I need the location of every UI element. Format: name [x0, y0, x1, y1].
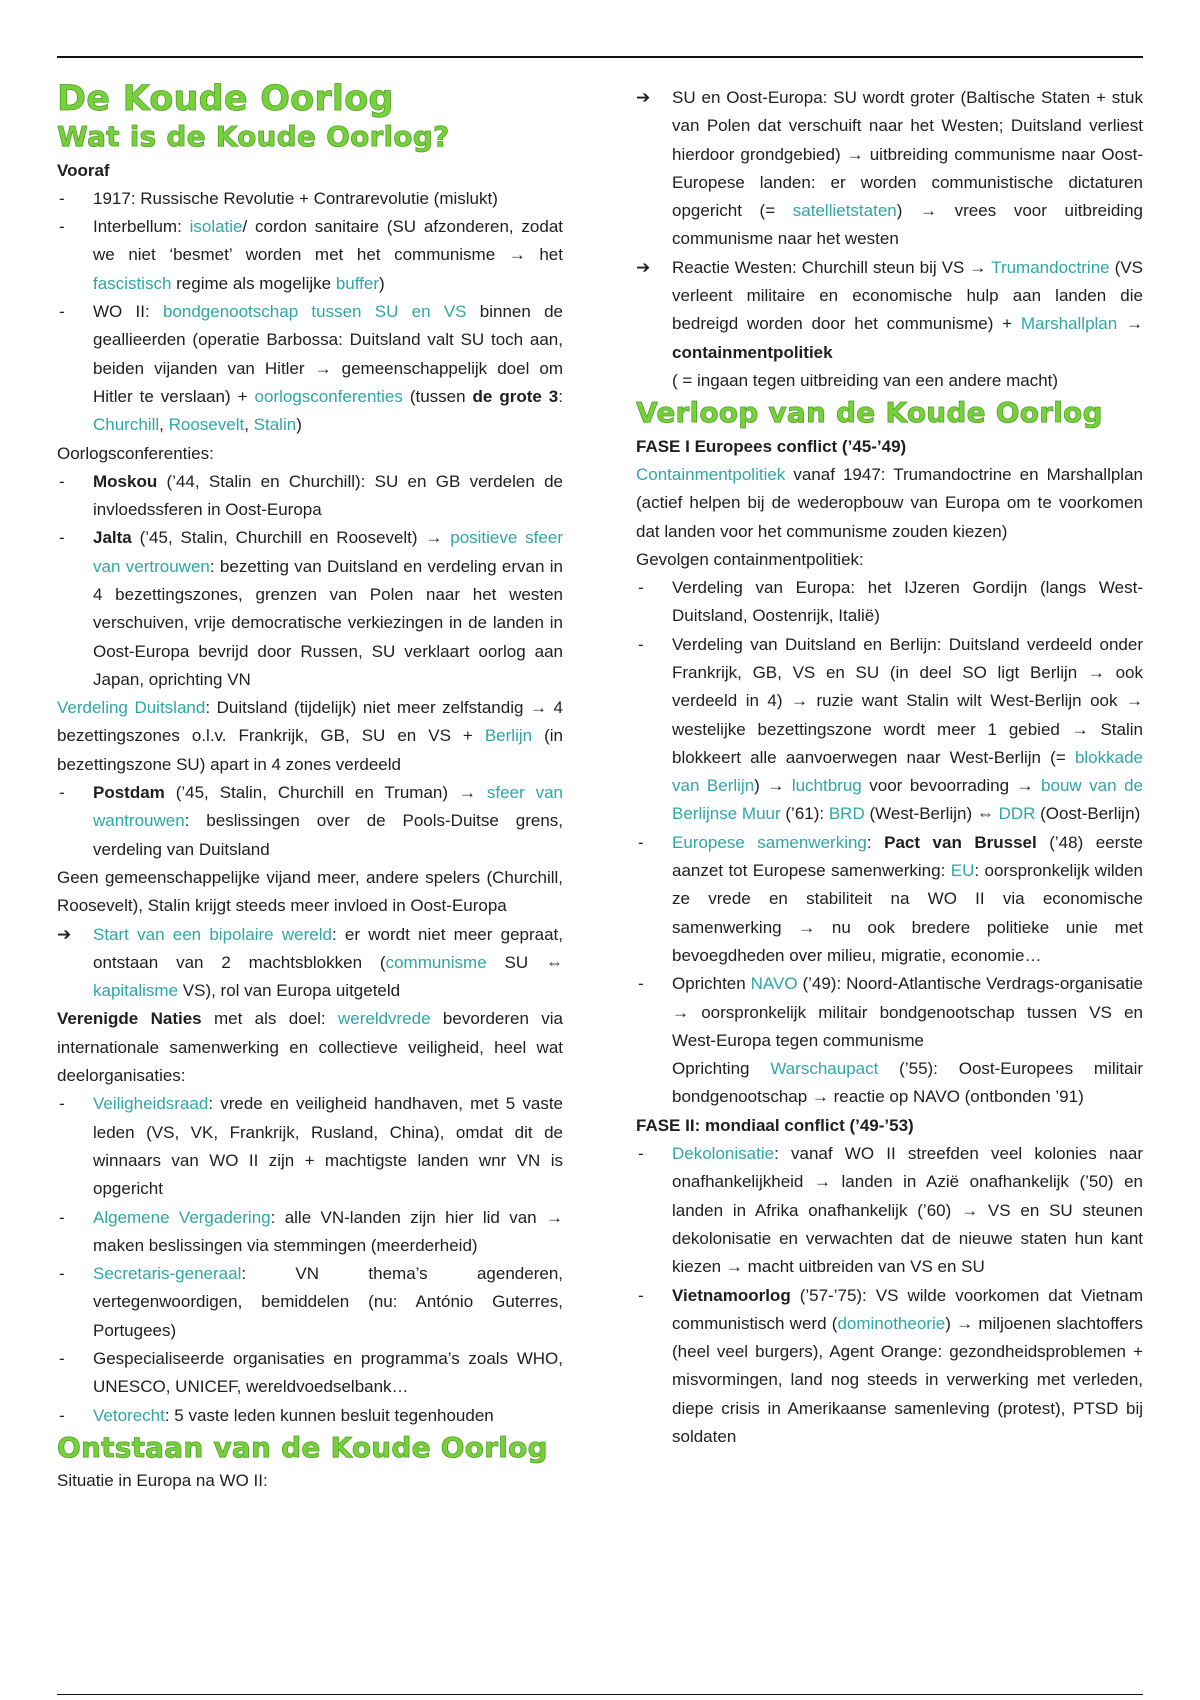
list-item: - Dekolonisatie: vanaf WO II streefden veel kolonies naar onafhankelijkheid → landen in Azië onafhankelijk (’50) en landen in Afrika onafhankelijk (’60) → VS en SU steunen dekolonisatie en verwachten dat de nieuwe staten hun kant kiezen → macht uitbreiden van VS en SU — [636, 1140, 1143, 1281]
heading-verloop: Verloop van de Koude Oorlog — [636, 396, 1103, 430]
top-rule — [57, 56, 1143, 58]
heading-ontstaan: Ontstaan van de Koude Oorlog — [57, 1430, 548, 1464]
situatie-list — [636, 84, 1143, 395]
gevolgen-label: Gevolgen containmentpolitiek: — [636, 549, 864, 569]
list-item: - Verdeling van Duitsland en Berlijn: Duitsland verdeeld onder Frankrijk, GB, VS en SU (in deel SO ligt Berlijn → ook verdeeld in 4) → ruzie want Stalin wilt West-Berlijn ook → westelijke bezettingszone wordt meer 1 gebied → Stalin blokkeert alle aanvoerwegen naar West-Berlijn (= blokkade van Berlijn) → luchtbrug voor bevoorrading → bouw van de Berlijnse Muur (’61): BRD (West-Berlijn) ⇔ DDR (Oost-Berlijn) — [636, 631, 1143, 829]
list-item: - Vetorecht: 5 vaste leden kunnen besluit tegenhouden — [57, 1402, 563, 1430]
list-item: ➔ SU en Oost-Europa: SU wordt groter (Baltische Staten + stuk van Polen dat verschuift naar het Westen; Duitsland verliest hierdoor grondgebied) → uitbreiding communisme naar Oost-Europese landen: er worden communistische dictaturen opgericht (= satellietstaten) → vrees voor uitbreiding communisme naar het westen — [636, 84, 1143, 254]
list-item: - Interbellum: isolatie/ cordon sanitaire (SU afzonderen, zodat we niet ‘besmet’ worden met het communisme → het fascistisch regime als mogelijke buffer) — [57, 213, 563, 298]
oorlogsconferenties-label: Oorlogsconferenties: — [57, 443, 214, 463]
containment-paragraph: Containmentpolitiek vanaf 1947: Trumandoctrine en Marshallplan (actief helpen bij de wederopbouw van Europa om te voorkomen dat landen voor het communisme zouden kiezen) — [636, 464, 1143, 541]
geen-paragraph: Geen gemeenschappelijke vijand meer, andere spelers (Churchill, Roosevelt), Stalin krijgt steeds meer invloed in Oost-Europa — [57, 867, 563, 916]
list-item: - Secretaris-generaal: VN thema’s agenderen, vertegenwoordigen, bemiddelen (nu: António Guterres, Portugees) — [57, 1260, 563, 1345]
vooraf-list — [57, 185, 563, 440]
list-item: - Postdam (’45, Stalin, Churchill en Truman) → sfeer van wantrouwen: beslissingen over de Pools-Duitse grens, verdeling van Duitsland — [57, 779, 563, 864]
fase2-list — [636, 1140, 1143, 1451]
vn-paragraph: Verenigde Naties met als doel: wereldvrede bevorderen via internationale samenwerking en collectieve veiligheid, heel wat deelorganisaties: — [57, 1009, 564, 1086]
list-item: ( = ingaan tegen uitbreiding van een andere macht) — [672, 370, 1059, 390]
heading-wat-is: Wat is de Koude Oorlog? — [57, 120, 450, 154]
subheading-fase-1: FASE I Europees conflict (’45-’49) — [636, 436, 907, 456]
list-item: - Moskou (’44, Stalin en Churchill): SU en GB verdelen de invloedssferen in Oost-Europa — [57, 468, 563, 525]
list-item: - Jalta (’45, Stalin, Churchill en Roosevelt) → positieve sfeer van vertrouwen: bezetting van Duitsland en verdeling ervan in 4 bezettingszones, grenzen van Polen naar het westen verschuiven, vrije democratische verkiezingen in de landen in Oost-Europa bevrijd door Russen, SU verklaart oorlog aan Japan, oprichting VN — [57, 524, 563, 694]
list-item: - Veiligheidsraad: vrede en veiligheid handhaven, met 5 vaste leden (VS, VK, Frankrijk, Rusland, China), omdat dit de winnaars van WO II zijn + machtigste landen wnr VN is opgericht — [57, 1090, 563, 1203]
verdeling-paragraph: Verdeling Duitsland: Duitsland (tijdelijk) niet meer zelfstandig → 4 bezettingszones o.l.v. Frankrijk, GB, SU en VS + Berlijn (in bezettingszone SU) apart in 4 zones verdeeld — [57, 698, 564, 774]
vn-list — [57, 1090, 563, 1430]
list-item: - Verdeling van Europa: het IJzeren Gordijn (langs West-Duitsland, Oostenrijk, Italië) — [636, 574, 1143, 631]
list-item: Oprichting Warschaupact (’55): Oost-Europees militair bondgenootschap → reactie op NAVO (ontbonden ’91) — [672, 1059, 1144, 1107]
page-title: De Koude Oorlog — [57, 79, 394, 119]
left-column — [57, 80, 563, 1496]
gevolgen-list — [636, 574, 1143, 1112]
list-item: - Vietnamoorlog (’57-’75): VS wilde voorkomen dat Vietnam communistisch werd (dominotheorie) → miljoenen slachtoffers (heel veel burgers), Agent Orange: gezondheidsproblemen + misvormingen, land nog steeds in verwerking met verleden, diepe crisis in Amerikaanse samenleving (protest), PTSD bij soldaten — [636, 1282, 1143, 1452]
right-column — [636, 84, 1143, 1451]
list-item: ➔ Start van een bipolaire wereld: er wordt niet meer gepraat, ontstaan van 2 machtsblokken (communisme SU ⇔ kapitalisme VS), rol van Europa uitgeteld — [57, 921, 563, 1006]
list-item: - WO II: bondgenootschap tussen SU en VS binnen de geallieerden (operatie Barbossa: Duitsland valt SU toch aan, beiden vijanden van Hitler → gemeenschappelijk doel om Hitler te verslaan) + oorlogsconferenties (tussen de grote 3: Churchill, Roosevelt, Stalin) — [57, 298, 563, 439]
list-item: - Oprichten NAVO (’49): Noord-Atlantische Verdrags-organisatie → oorspronkelijk militair bondgenootschap tussen VS en West-Europa tegen communisme — [636, 970, 1143, 1055]
bottom-rule — [57, 1694, 1143, 1695]
list-item: ➔ Reactie Westen: Churchill steun bij VS → Trumandoctrine (VS verleent militaire en economische hulp aan landen die bedreigd worden door het communisme) + Marshallplan → containmentpolitiek — [636, 254, 1143, 367]
conferences-list — [57, 468, 563, 694]
subheading-fase-2: FASE II: mondiaal conflict (’49-’53) — [636, 1115, 914, 1135]
postdam-list — [57, 779, 563, 864]
situatie-paragraph: Situatie in Europa na WO II: — [57, 1471, 268, 1491]
list-item: - Gespecialiseerde organisaties en programma’s zoals WHO, UNESCO, UNICEF, wereldvoedselbank… — [57, 1345, 563, 1402]
list-item: - Europese samenwerking: Pact van Brussel (’48) eerste aanzet tot Europese samenwerking: EU: oorspronkelijk wilden ze vrede en stabiliteit na WO II via economische samenwerking → nu ook bredere politieke unie met bevoegdheden over milieu, migratie, economie… — [636, 829, 1143, 970]
list-item: - Algemene Vergadering: alle VN-landen zijn hier lid van → maken beslissingen via stemmingen (meerderheid) — [57, 1204, 563, 1261]
list-item: - 1917: Russische Revolutie + Contrarevolutie (mislukt) — [57, 185, 563, 213]
bipolair-list — [57, 921, 563, 1006]
subheading-vooraf: Vooraf — [57, 160, 110, 180]
